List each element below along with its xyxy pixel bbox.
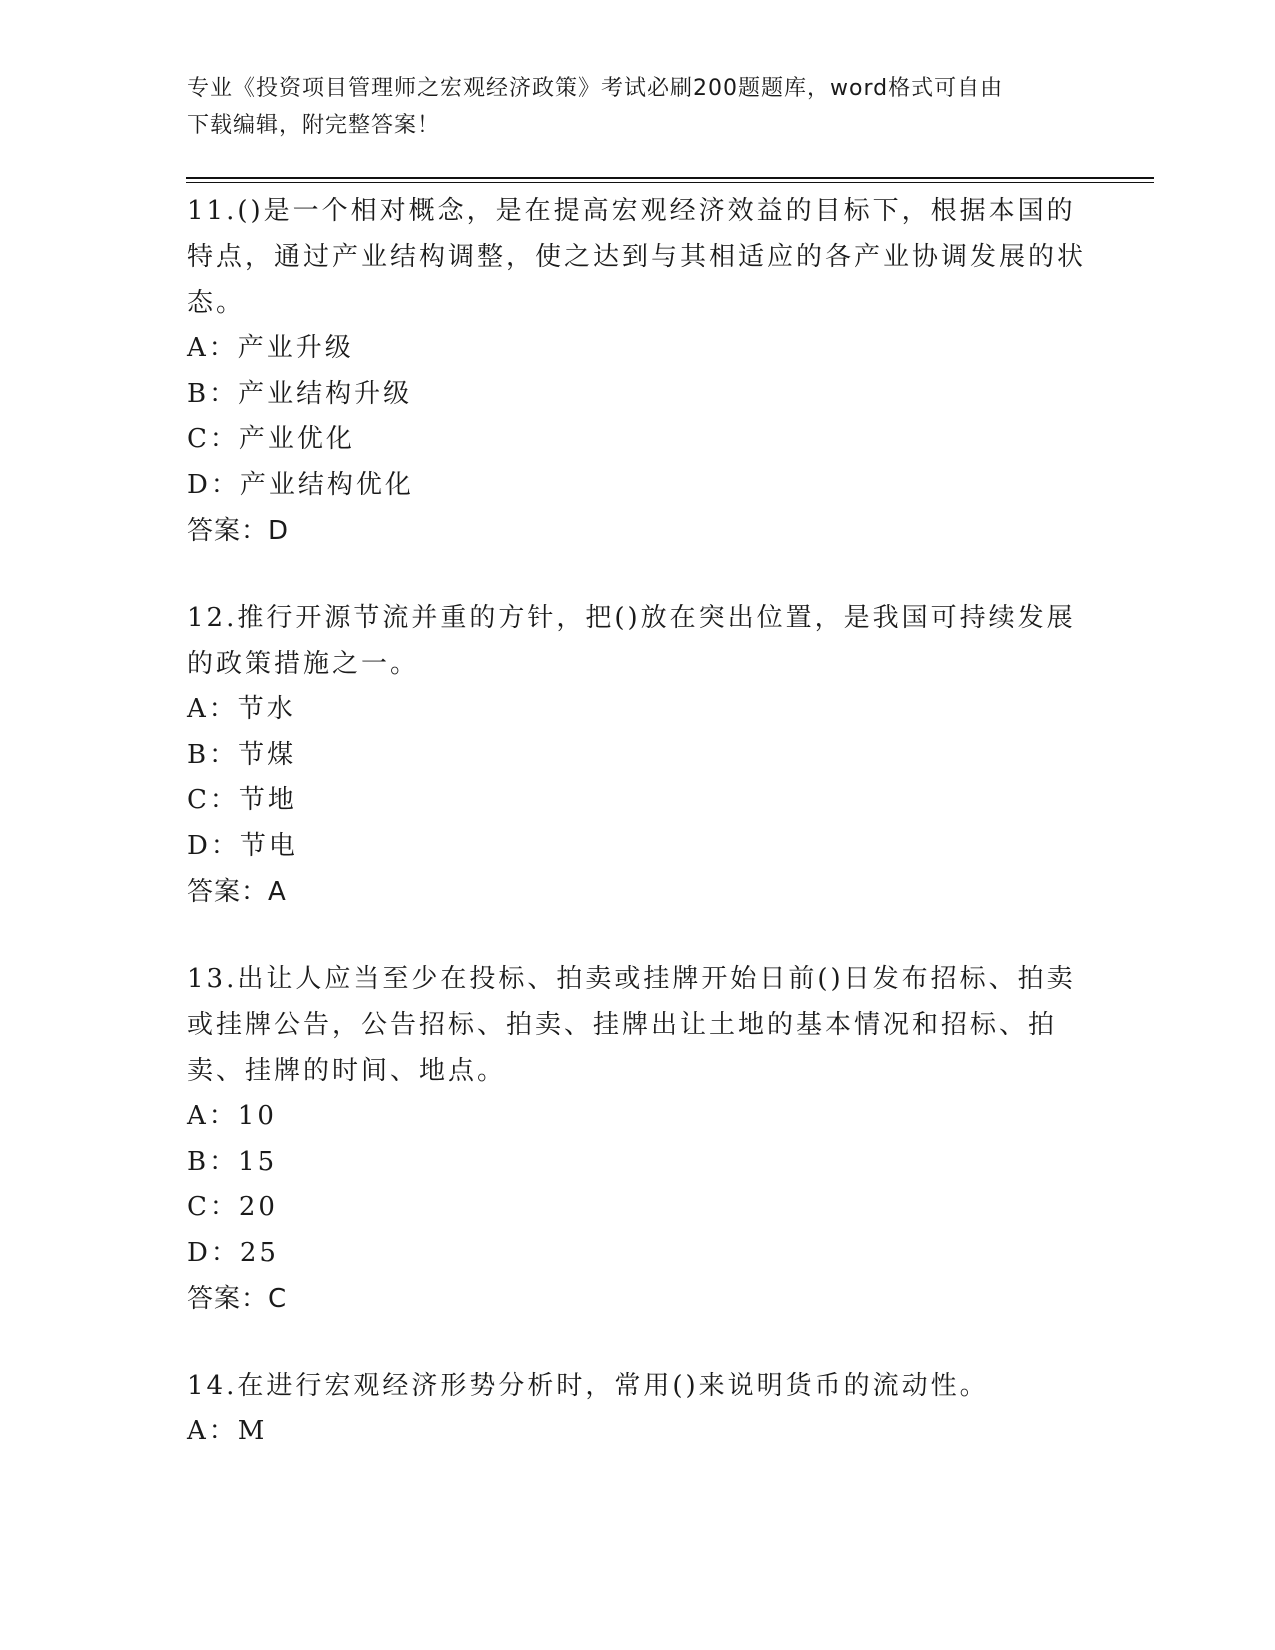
question-stem: 11.()是一个相对概念，是在提高宏观经济效益的目标下，根据本国的特点，通过产业结构调整，使之达到与其相适应的各产业协调发展的状态。 xyxy=(187,196,1087,318)
question-item xyxy=(187,956,1087,1322)
option-c: C：20 xyxy=(187,1192,278,1222)
option-d: D：25 xyxy=(187,1237,279,1268)
question-stem: 13.出让人应当至少在投标、拍卖或挂牌开始日前()日发布招标、拍卖或挂牌公告，公告招标、拍卖、挂牌出让土地的基本情况和招标、拍卖、挂牌的时间、地点。 xyxy=(187,964,1076,1086)
option-a: A：10 xyxy=(187,1101,277,1131)
header-line-1: 专业《投资项目管理师之宏观经济政策》考试必刷200题题库，word格式可自由 xyxy=(187,76,1004,101)
header-line-2: 下载编辑，附完整答案！ xyxy=(187,113,441,138)
document-header xyxy=(187,70,1087,144)
option-b: B：产业结构升级 xyxy=(187,378,413,409)
option-a: A：节水 xyxy=(187,694,296,724)
option-c: C：节地 xyxy=(187,785,297,815)
answer-line: 答案：C xyxy=(187,1284,288,1314)
question-item xyxy=(187,1363,1087,1455)
header-rule-thick xyxy=(186,177,1154,179)
question-stem: 14.在进行宏观经济形势分析时，常用()来说明货币的流动性。 xyxy=(187,1371,989,1401)
option-c: C：产业优化 xyxy=(187,424,355,454)
option-d: D：节电 xyxy=(187,830,298,861)
answer-line: 答案：D xyxy=(187,516,290,546)
question-stem: 12.推行开源节流并重的方针，把()放在突出位置，是我国可持续发展的政策措施之一。 xyxy=(187,603,1076,679)
option-b: B：节煤 xyxy=(187,739,297,770)
option-a: A：M xyxy=(187,1416,268,1446)
header-rule-thin xyxy=(186,182,1154,183)
option-a: A：产业升级 xyxy=(187,333,354,363)
answer-line: 答案：A xyxy=(187,877,287,907)
question-item xyxy=(187,595,1087,915)
option-d: D：产业结构优化 xyxy=(187,469,414,500)
question-item xyxy=(187,188,1087,554)
option-b: B：15 xyxy=(187,1146,278,1177)
question-list xyxy=(187,188,1087,1496)
